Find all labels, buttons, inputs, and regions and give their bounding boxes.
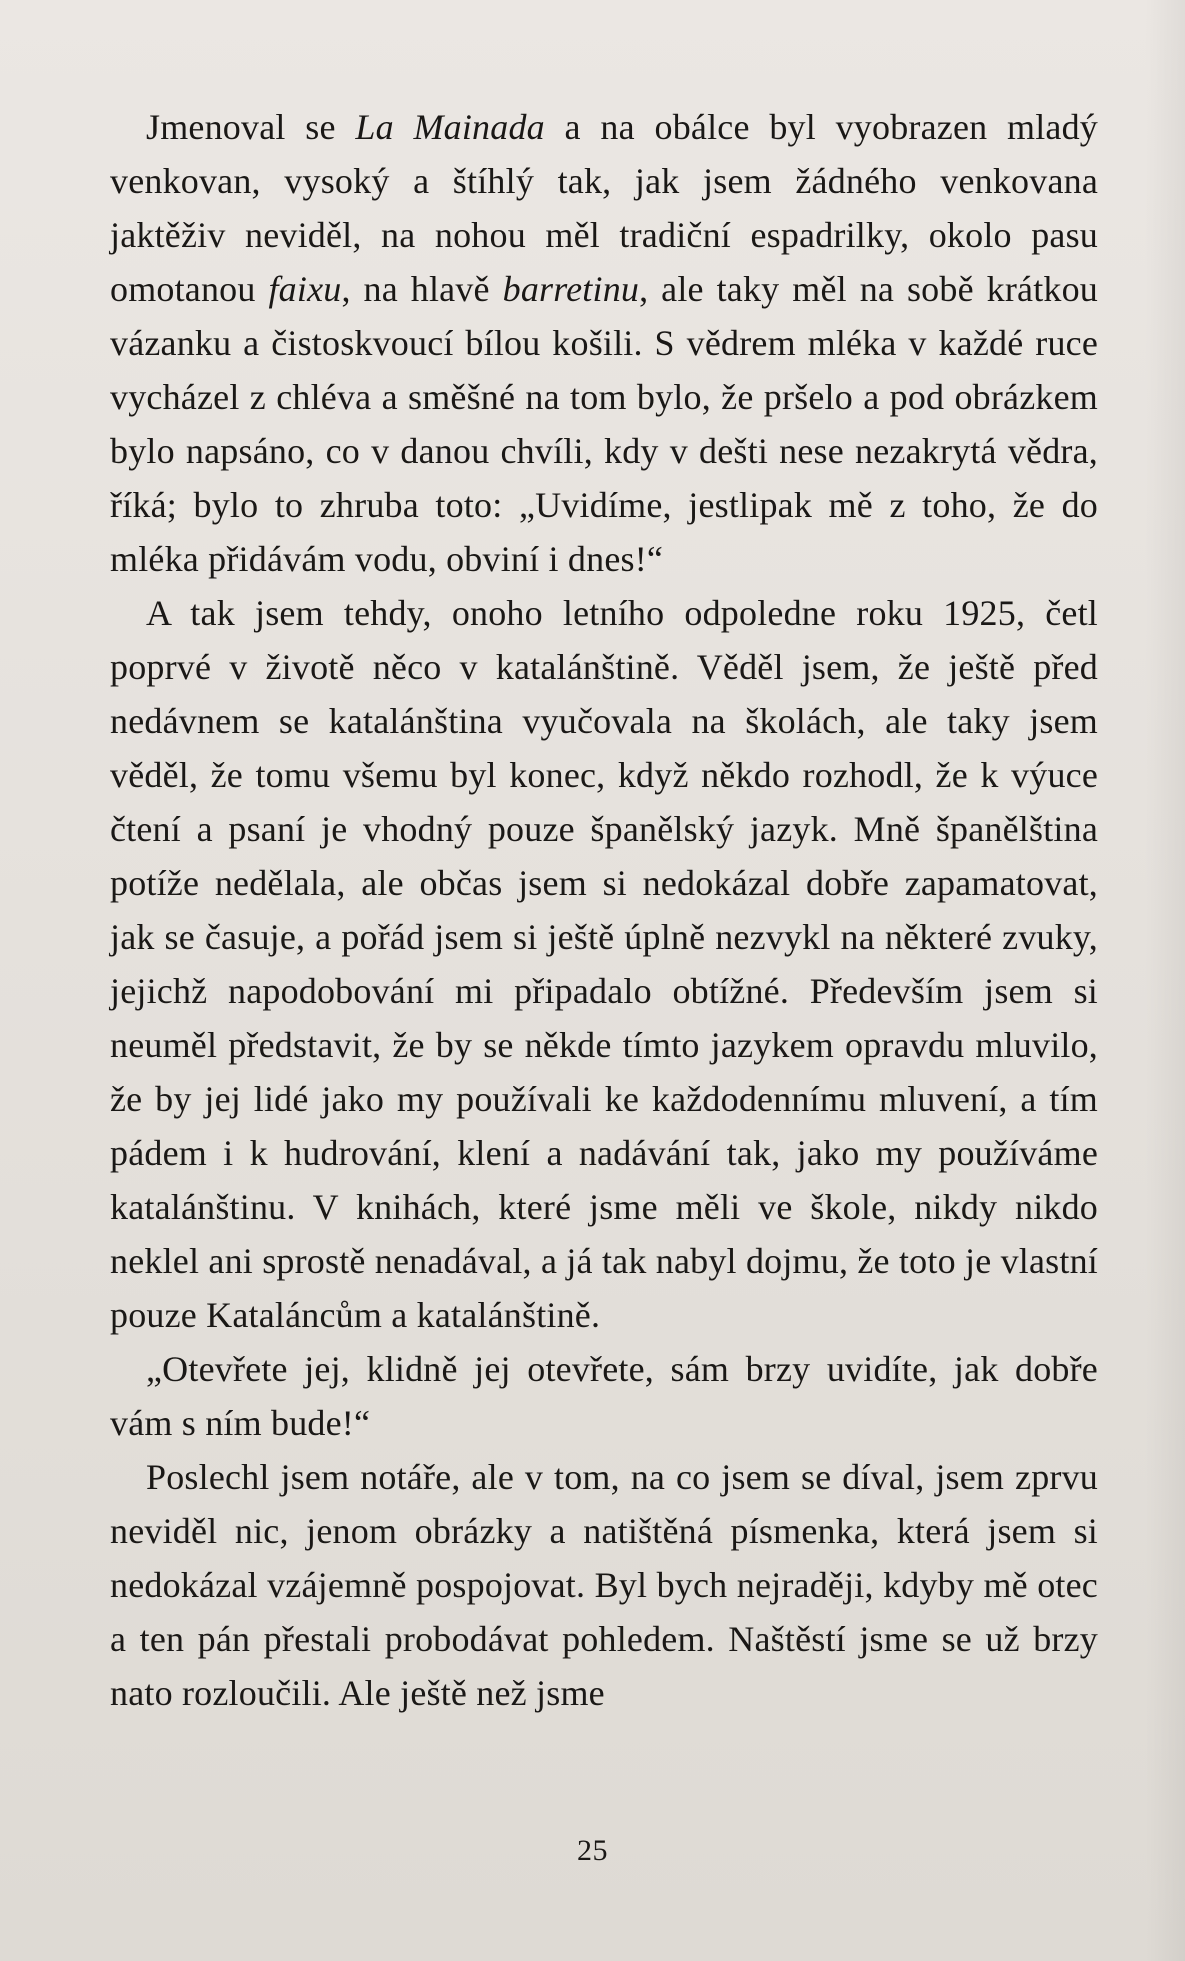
paragraph	[110, 100, 1098, 586]
text-segment: Poslechl jsem notáře, ale v tom, na co jsem se díval, jsem zprvu neviděl nic, jenom obrázky a natištěná písmenka, která jsem si nedokázal vzájemně pospojovat. Byl bych nejraději, kdyby mě otec a ten pán přestali probodávat pohledem. Naštěstí jsme se už brzy nato rozloučili. Ale ještě než jsme	[110, 1457, 1098, 1713]
body-text	[110, 100, 1098, 1720]
italic-term: La Mainada	[355, 107, 545, 147]
paragraph	[110, 1450, 1098, 1720]
text-segment: Jmenoval se	[146, 107, 356, 147]
page-number: 25	[577, 1834, 608, 1867]
text-segment: „Otevřete jej, klidně jej otevřete, sám brzy uvidíte, jak dobře vám s ním bude!“	[110, 1349, 1098, 1443]
page-edge-shadow	[1145, 0, 1185, 1961]
italic-term: faixu	[268, 269, 342, 309]
italic-term: barretinu	[502, 269, 640, 309]
text-segment: A tak jsem tehdy, onoho letního odpoledne roku 1925, četl poprvé v životě něco v katalánštině. Věděl jsem, že ještě před nedávnem se katalánština vyučovala na školách, ale taky jsem věděl, že tomu všemu byl konec, když někdo rozhodl, že k výuce čtení a psaní je vhodný pouze španělský jazyk. Mně španělština potíže nedělala, ale občas jsem si nedokázal dobře zapamatovat, jak se časuje, a pořád jsem si ještě úplně nezvykl na některé zvuky, jejichž napodobování mi připadalo obtížné. Především jsem si neuměl představit, že by se někde tímto jazykem opravdu mluvilo, že by jej lidé jako my používali ke každodennímu mluvení, a tím pádem i k hudrování, klení a nadávání tak, jako my používáme katalánštinu. V knihách, které jsme měli ve škole, nikdy nikdo neklel ani sprostě nenadával, a já tak nabyl dojmu, že toto je vlastní pouze Kataláncům a katalánštině.	[110, 593, 1098, 1335]
text-segment: a na obálce byl vyobrazen mladý venkovan, vysoký a štíhlý tak, jak jsem žádného venkovana jaktěživ neviděl, na nohou měl tradiční espadrilky, okolo pasu omotanou	[110, 107, 1099, 309]
text-segment: , na hlavě	[341, 269, 503, 309]
paragraph	[110, 586, 1098, 1342]
paragraph	[110, 1342, 1098, 1450]
text-segment: , ale taky měl na sobě krátkou vázanku a čistoskvoucí bílou košili. S vědrem mléka v každé ruce vycházel z chléva a směšné na tom bylo, že pršelo a pod obrázkem bylo napsáno, co v danou chvíli, kdy v dešti nese nezakrytá vědra, říká; bylo to zhruba toto: „Uvidíme, jestlipak mě z toho, že do mléka přidávám vodu, obviní i dnes!“	[110, 269, 1099, 579]
